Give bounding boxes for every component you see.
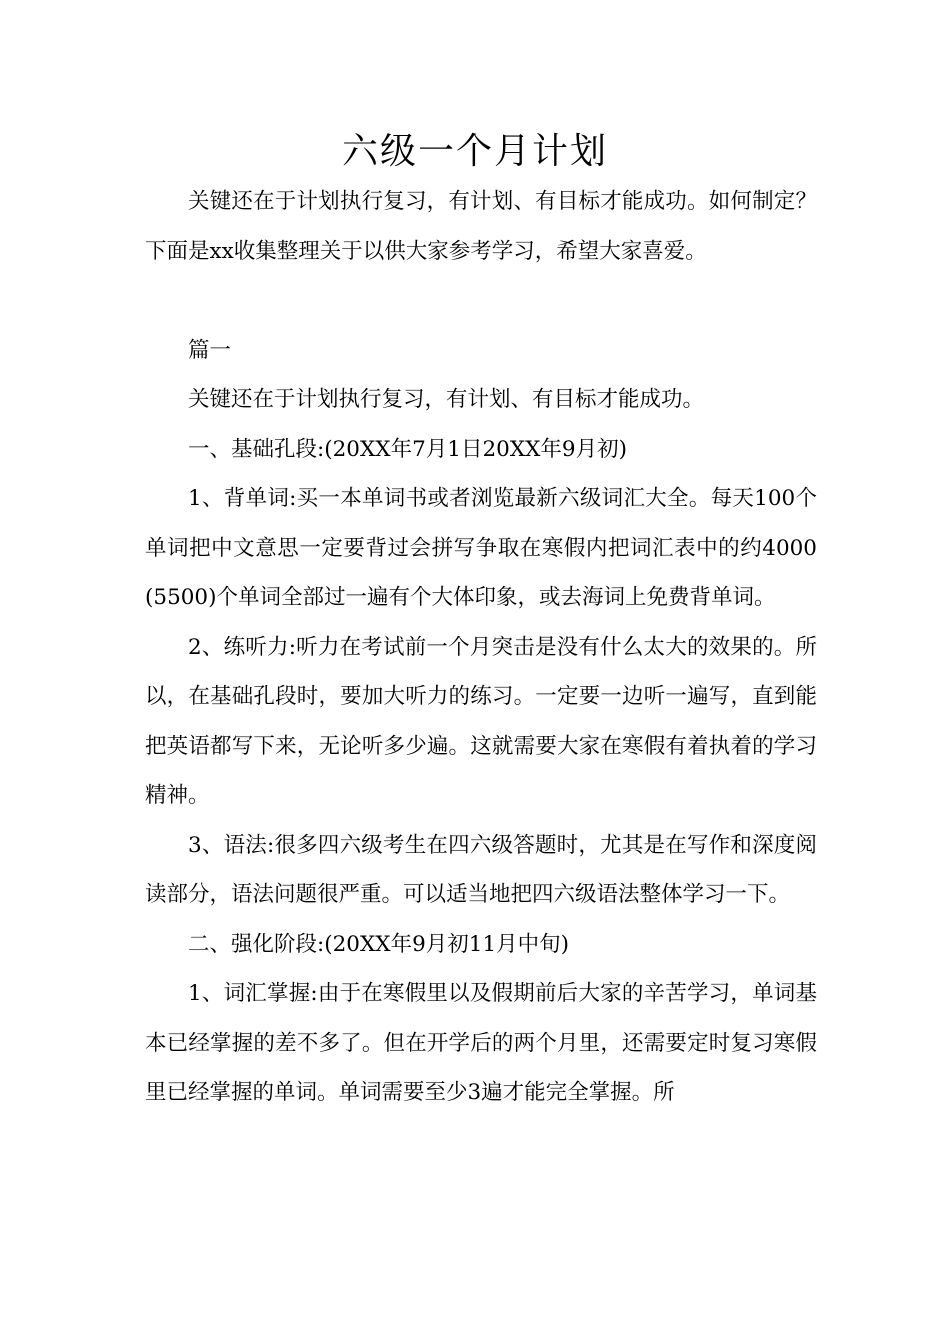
document-body: [145, 177, 817, 1118]
section-label: 篇一: [188, 337, 232, 363]
heading-stage-one: 一、基础孔段:(20XX年7月1日20XX年9月初): [188, 436, 627, 462]
paragraph-summary: 关键还在于计划执行复习，有计划、有目标才能成功。: [188, 387, 705, 412]
paragraph-grammar: 3、语法:很多四六级考生在四六级答题时，尤其是在写作和深度阅读部分，语法问题很严重。可以适当地把四六级语法整体学习一下。: [145, 832, 817, 907]
intro-paragraph: 关键还在于计划执行复习，有计划、有目标才能成功。如何制定？下面是xx收集整理关于以供大家参考学习，希望大家喜爱。: [145, 189, 817, 264]
document-title: 六级一个月计划: [341, 131, 608, 172]
blank-line: [145, 276, 817, 326]
paragraph-listening: 2、练听力:听力在考试前一个月突击是没有什么太大的效果的。所以，在基础孔段时，要加大听力的练习。一定要一边听一遍写，直到能把英语都写下来，无论听多少遍。这就需要大家在寒假有着执着的学习精神。: [145, 634, 817, 808]
heading-stage-two: 二、强化阶段:(20XX年9月初11月中旬): [188, 931, 570, 957]
paragraph-vocabulary: 1、背单词:买一本单词书或者浏览最新六级词汇大全。每天100个单词把中文意思一定要背过会拼写争取在寒假内把词汇表中的约4000(5500)个单词全部过一遍有个大体印象，或去海词上免费背单词。: [145, 486, 817, 610]
paragraph-vocab-mastery: 1、词汇掌握:由于在寒假里以及假期前后大家的辛苦学习，单词基本已经掌握的差不多了。但在开学后的两个月里，还需要定时复习寒假里已经掌握的单词。单词需要至少3遍才能完全掌握。所: [145, 981, 817, 1105]
